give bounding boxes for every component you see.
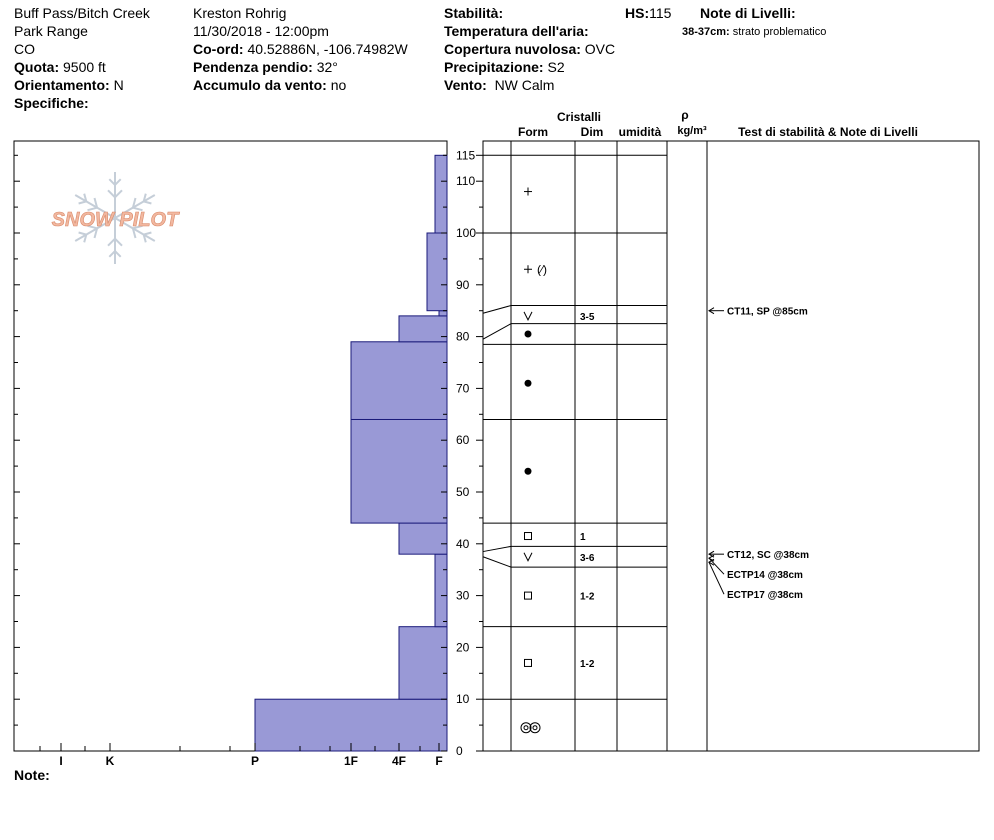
depth-hoar-icon [524, 312, 532, 320]
elevation: Quota: 9500 ft [14, 59, 106, 75]
layer-boundary-link [483, 546, 511, 551]
snowflake-branch [115, 190, 122, 197]
depth-label: 70 [456, 381, 470, 396]
wind-loading: Accumulo da vento: no [193, 77, 347, 93]
tests-header: Test di stabilità & Note di Livelli [738, 125, 918, 139]
snowflake-branch [144, 233, 152, 235]
density-symbol: ρ [681, 108, 689, 122]
hardness-bars [255, 155, 447, 751]
aspect: Orientamento: N [14, 77, 124, 93]
depth-label: 20 [456, 640, 470, 655]
hardness-tick-label: I [59, 754, 63, 768]
stability: Stabilità: [444, 5, 504, 21]
melt-form-icon [524, 726, 528, 730]
rounded-grain-icon [525, 468, 532, 475]
snowflake-branch [115, 239, 122, 246]
hardness-bar [435, 155, 447, 233]
sky-cover: Copertura nuvolosa: OVC [444, 41, 616, 57]
test-annotation [709, 307, 808, 318]
test-label: CT12, SC @38cm [727, 550, 810, 562]
depth-hoar-icon [524, 553, 532, 561]
snowflake-branch [108, 190, 115, 197]
grain-size: 1-2 [580, 591, 595, 603]
hardness-bar [399, 316, 447, 342]
observer: Kreston Rohrig [193, 5, 287, 21]
snowpilot-logo [52, 172, 180, 264]
moisture-header: umidità [618, 125, 662, 139]
test-label: ECTP14 @38cm [727, 570, 803, 582]
grain-size: 3-5 [580, 311, 595, 323]
decomposing-icon: (∕) [537, 262, 547, 277]
datetime: 11/30/2018 - 12:00pm [193, 23, 329, 39]
test-label: ECTP17 @38cm [727, 590, 803, 602]
depth-label: 110 [456, 174, 476, 189]
depth-label: 0 [456, 744, 463, 758]
faceted-icon [525, 592, 532, 599]
hardness-tick-label: K [105, 754, 115, 768]
depth-label: 40 [456, 536, 470, 551]
rounded-grain-icon [525, 331, 532, 338]
slope: Pendenza pendio: 32° [193, 59, 338, 75]
grain-size: 3-6 [580, 552, 595, 564]
melt-form-icon [533, 726, 537, 730]
depth-label: 100 [456, 226, 477, 240]
test-arrow [709, 562, 724, 594]
grain-size: 1-2 [580, 658, 595, 670]
hardness-tick-label: 1F [343, 754, 359, 768]
air-temperature: Temperatura dell'aria: [444, 23, 589, 39]
hardness-tick-label: P [250, 754, 260, 768]
layer-boundary-link [483, 557, 511, 567]
rounded-grain-icon [525, 380, 532, 387]
snowflake-branch [144, 201, 152, 203]
hardness-bar [399, 523, 447, 554]
layer-notes-title: Note di Livelli: [700, 5, 796, 21]
hardness-bar [399, 627, 447, 700]
grain-size: 1 [580, 532, 586, 544]
snow-height: HS:115 [625, 5, 672, 21]
snowflake-branch [79, 201, 87, 203]
test-label: CT11, SP @85cm [727, 306, 808, 318]
crystals-header: Cristalli [556, 110, 602, 124]
coordinates: Co-ord: 40.52886N, -106.74982W [193, 41, 408, 57]
layer-note: 38-37cm: strato problematico [682, 26, 827, 38]
hardness-bar [351, 342, 447, 420]
logo-text: SNOW PILOT [51, 209, 179, 231]
stability-tests [709, 307, 809, 601]
hardness-tick-label: F [435, 754, 443, 768]
hardness-bar [427, 233, 447, 311]
form-header: Form [518, 125, 548, 139]
layer-boundary-link [483, 324, 511, 340]
state: CO [14, 41, 35, 57]
snowflake-branch [79, 233, 87, 235]
range: Park Range [14, 23, 88, 39]
size-header: Dim [580, 125, 604, 139]
layer-boundary-link [483, 306, 511, 314]
hardness-tick-label: 4F [391, 754, 407, 768]
depth-label: 90 [456, 277, 470, 292]
depth-label: 50 [456, 485, 470, 499]
snowflake-branch [108, 239, 115, 246]
test-annotation [709, 550, 809, 561]
depth-label: 10 [456, 692, 470, 707]
precipitation: Precipitazione: S2 [444, 59, 565, 75]
density-unit: kg/m³ [677, 125, 707, 137]
location: Buff Pass/Bitch Creek [14, 5, 150, 21]
depth-label: 115 [456, 148, 476, 163]
hardness-bar [351, 419, 447, 523]
depth-label: 60 [456, 433, 470, 448]
wind: Vento: NW Calm [444, 77, 555, 93]
faceted-icon [525, 659, 532, 666]
hardness-bar [439, 311, 447, 316]
depth-label: 30 [456, 588, 470, 603]
notes-label: Note: [14, 767, 50, 783]
depth-label: 80 [456, 329, 470, 344]
hardness-bar [435, 554, 447, 627]
specifics: Specifiche: [14, 95, 89, 111]
faceted-icon [525, 533, 532, 540]
depth-axis [456, 148, 667, 758]
